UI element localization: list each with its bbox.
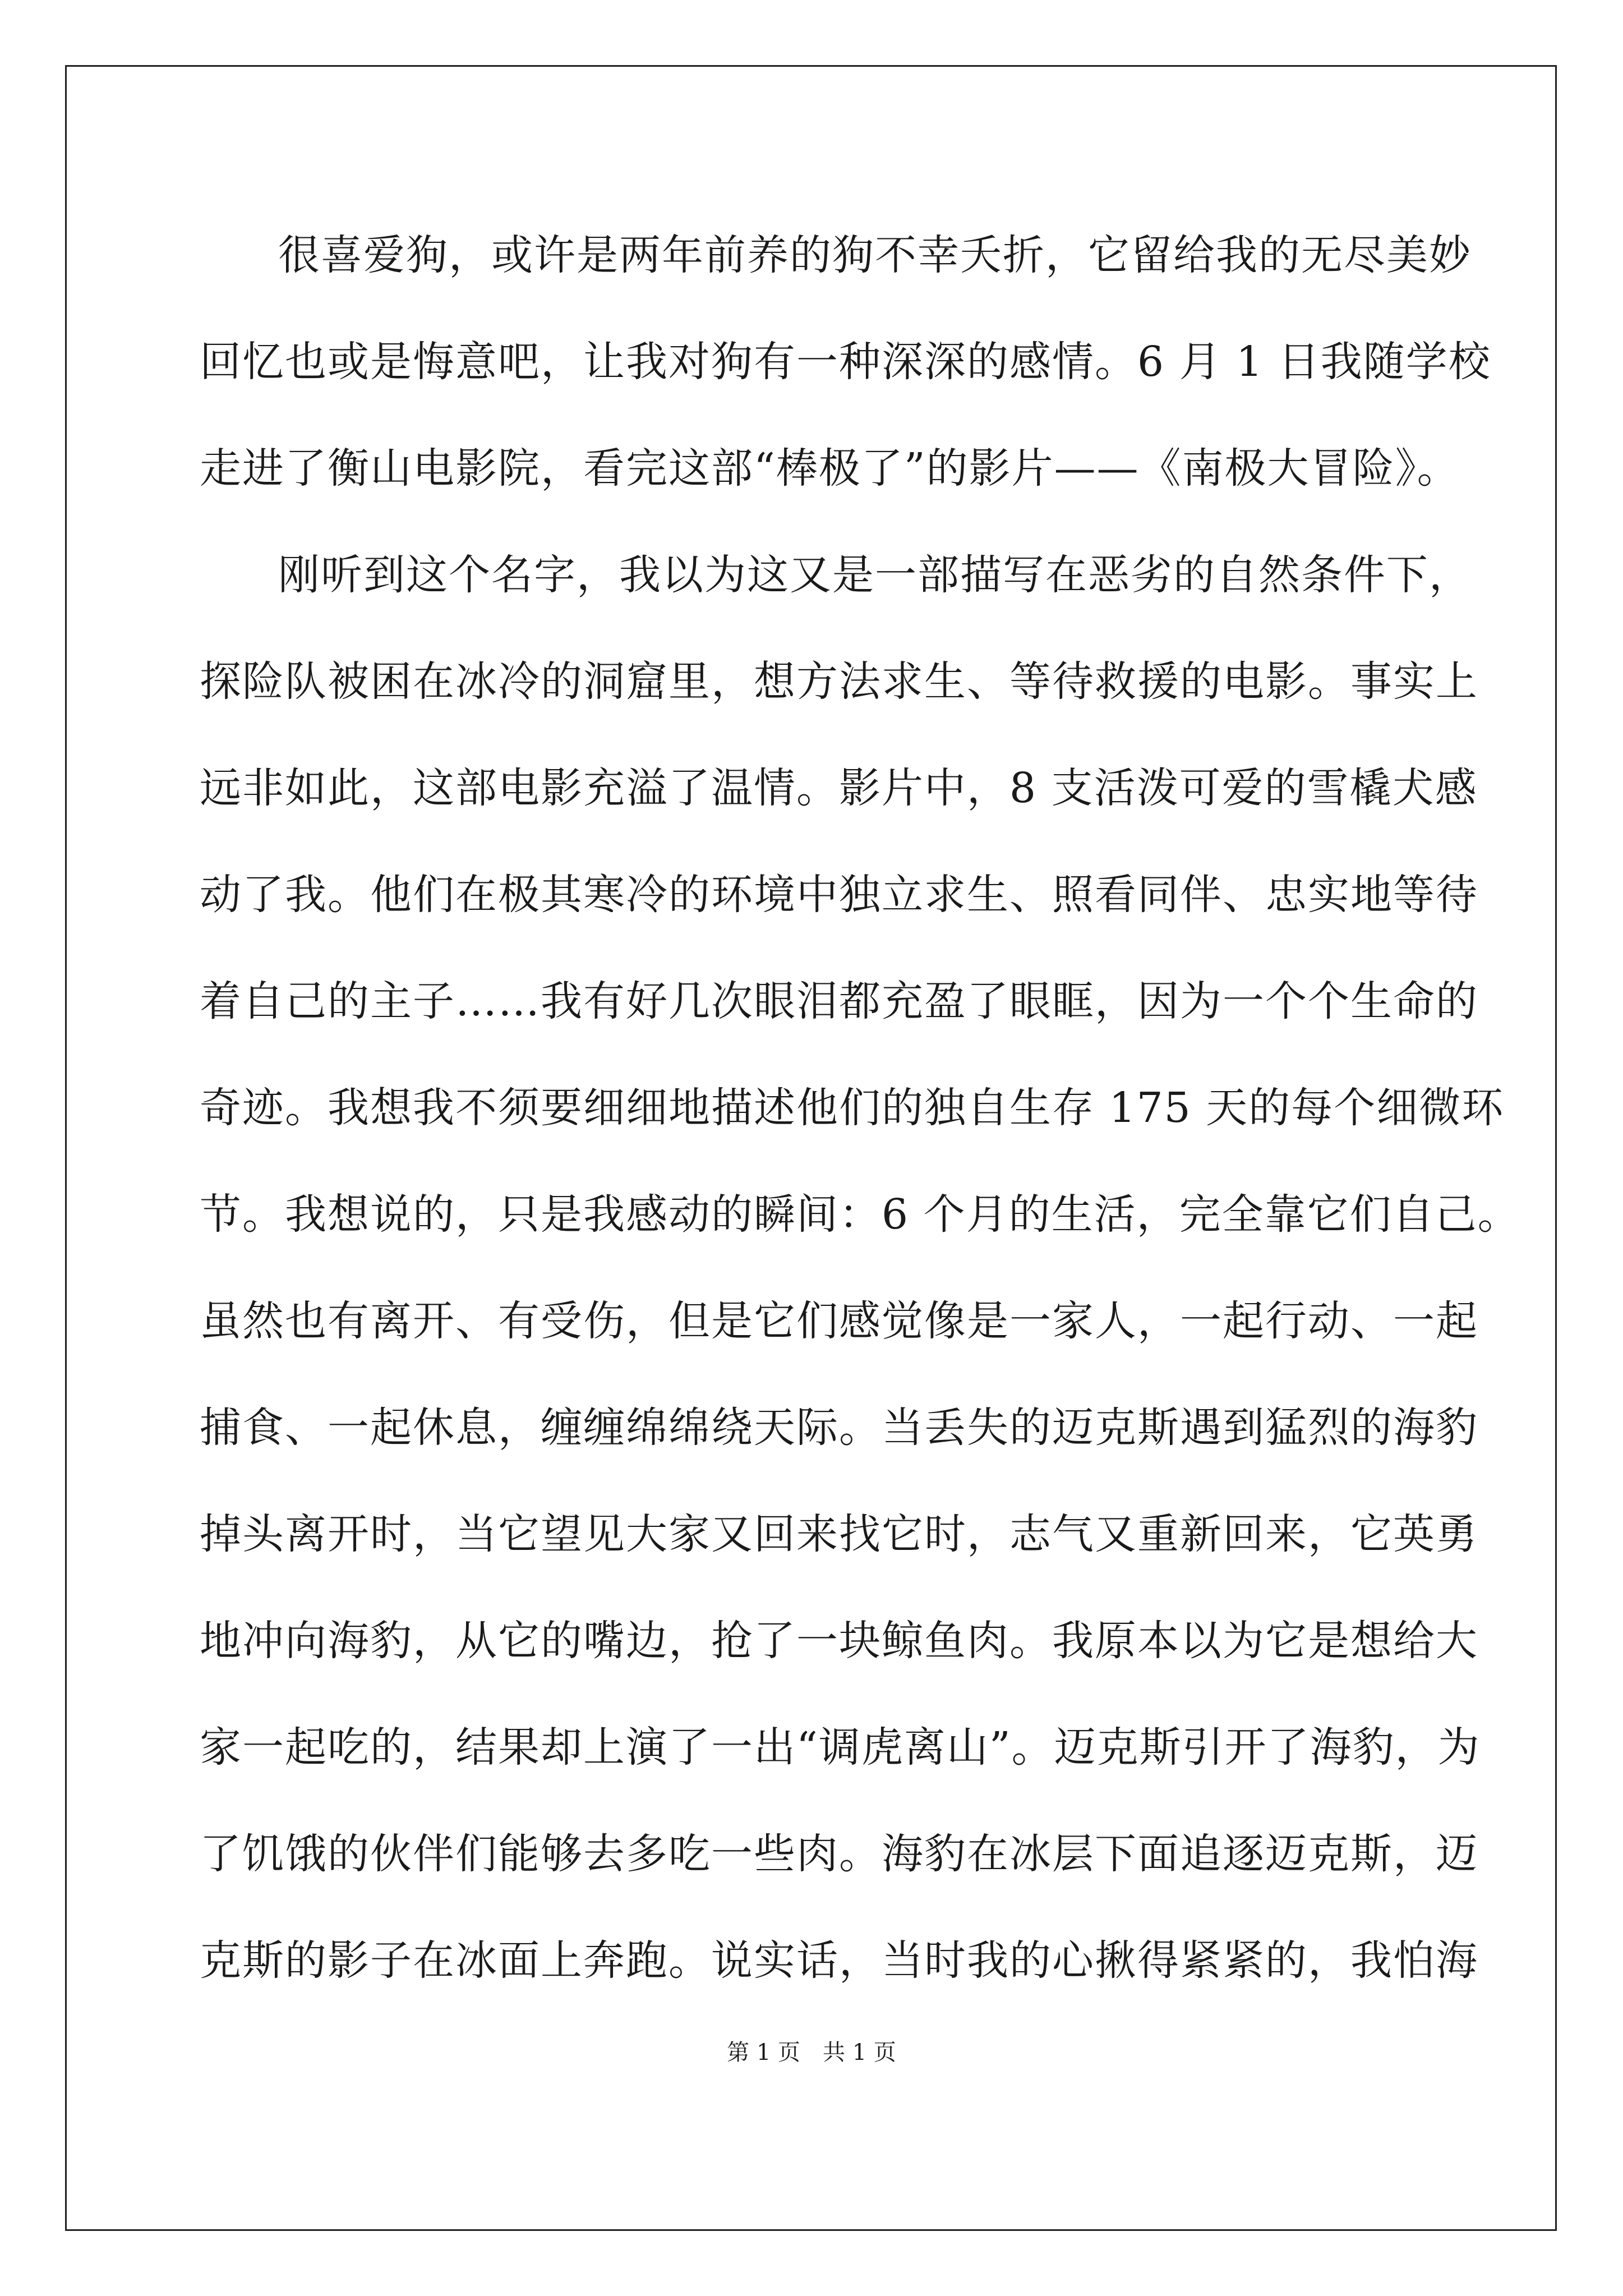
text-line: 回忆也或是悔意吧，让我对狗有一种深深的感情。6 月 1 日我随学校 xyxy=(200,338,1491,386)
text-line: 探险队被困在冰冷的洞窟里，想方法求生、等待救援的电影。事实上 xyxy=(200,657,1478,706)
text-line: 虽然也有离开、有受伤，但是它们感觉像是一家人，一起行动、一起 xyxy=(200,1297,1478,1345)
text-line: 很喜爱狗，或许是两年前养的狗不幸夭折，它留给我的无尽美妙 xyxy=(278,231,1472,279)
text-line: 捕食、一起休息，缠缠绵绵绕天际。当丢失的迈克斯遇到猛烈的海豹 xyxy=(200,1404,1478,1452)
text-line: 动了我。他们在极其寒冷的环境中独立求生、照看同伴、忠实地等待 xyxy=(200,871,1478,919)
text-line: 了饥饿的伙伴们能够去多吃一些肉。海豹在冰层下面追逐迈克斯，迈 xyxy=(200,1830,1478,1878)
text-line: 节。我想说的，只是我感动的瞬间：6 个月的生活，完全靠它们自己。 xyxy=(200,1190,1520,1239)
text-line: 远非如此，这部电影充溢了温情。影片中，8 支活泼可爱的雪橇犬感 xyxy=(200,764,1478,812)
text-line: 掉头离开时，当它望见大家又回来找它时，志气又重新回来，它英勇 xyxy=(200,1510,1478,1558)
text-line: 刚听到这个名字，我以为这又是一部描写在恶劣的自然条件下， xyxy=(278,551,1472,599)
text-line: 走进了衡山电影院，看完这部“棒极了”的影片——《南极大冒险》。 xyxy=(200,444,1460,493)
page-footer: 第 1 页 共 1 页 xyxy=(727,2040,896,2065)
text-line: 克斯的影子在冰面上奔跑。说实话，当时我的心揪得紧紧的，我怕海 xyxy=(200,1936,1478,1985)
text-line: 地冲向海豹，从它的嘴边，抢了一块鲸鱼肉。我原本以为它是想给大 xyxy=(200,1617,1478,1665)
text-line: 家一起吃的，结果却上演了一出“调虎离山”。迈克斯引开了海豹，为 xyxy=(200,1723,1481,1772)
text-line: 奇迹。我想我不须要细细地描述他们的独自生存 175 天的每个细微环 xyxy=(200,1084,1505,1132)
text-line: 着自己的主子……我有好几次眼泪都充盈了眼眶，因为一个个生命的 xyxy=(200,977,1478,1025)
